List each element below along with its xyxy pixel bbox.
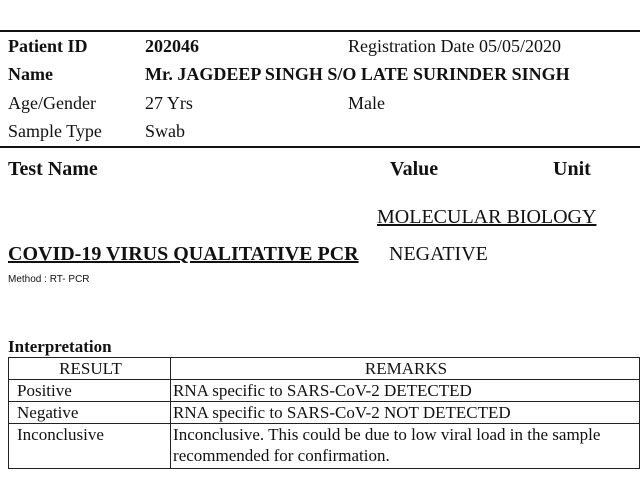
patient-id-label: Patient ID — [8, 36, 88, 56]
row-result: Negative — [9, 402, 171, 424]
interpretation-table — [8, 357, 640, 469]
patient-name: Mr. JAGDEEP SINGH S/O LATE SURINDER SINGH — [145, 64, 570, 84]
col-unit: Unit — [553, 158, 591, 180]
registration-label: Registration Date — [348, 36, 475, 56]
sample-type-value: Swab — [145, 121, 185, 141]
col-test-name: Test Name — [8, 158, 98, 180]
row-remark-line2: recommended for confirmation. — [173, 446, 390, 465]
remarks-header: REMARKS — [171, 358, 640, 380]
age-gender-label: Age/Gender — [8, 93, 96, 113]
registration-date — [348, 36, 561, 57]
table-row — [9, 402, 640, 424]
col-value: Value — [390, 158, 439, 180]
row-remark: RNA specific to SARS-CoV-2 NOT DETECTED — [171, 402, 640, 424]
test-name: COVID-19 VIRUS QUALITATIVE PCR — [8, 243, 359, 265]
test-method: Method : RT- PCR — [8, 274, 90, 285]
age-value: 27 Yrs — [145, 93, 193, 113]
interpretation-title: Interpretation — [8, 337, 112, 356]
row-result: Positive — [9, 380, 171, 402]
row-remark — [171, 424, 640, 469]
row-remark: RNA specific to SARS-CoV-2 DETECTED — [171, 380, 640, 402]
gender-value: Male — [348, 93, 385, 113]
header-separator — [0, 146, 640, 148]
table-row — [9, 380, 640, 402]
department-heading: MOLECULAR BIOLOGY — [377, 206, 597, 228]
test-result: NEGATIVE — [389, 243, 488, 265]
registration-date-value: 05/05/2020 — [478, 36, 561, 56]
patient-id-value: 202046 — [145, 36, 199, 56]
sample-type-label: Sample Type — [8, 121, 102, 141]
name-label: Name — [8, 64, 53, 84]
top-rule — [0, 30, 640, 32]
row-result: Inconclusive — [9, 424, 171, 469]
result-header: RESULT — [9, 358, 171, 380]
table-row — [9, 424, 640, 469]
interpretation-header-row — [9, 358, 640, 380]
row-remark-line1: Inconclusive. This could be due to low viral load in the sample — [173, 425, 601, 444]
